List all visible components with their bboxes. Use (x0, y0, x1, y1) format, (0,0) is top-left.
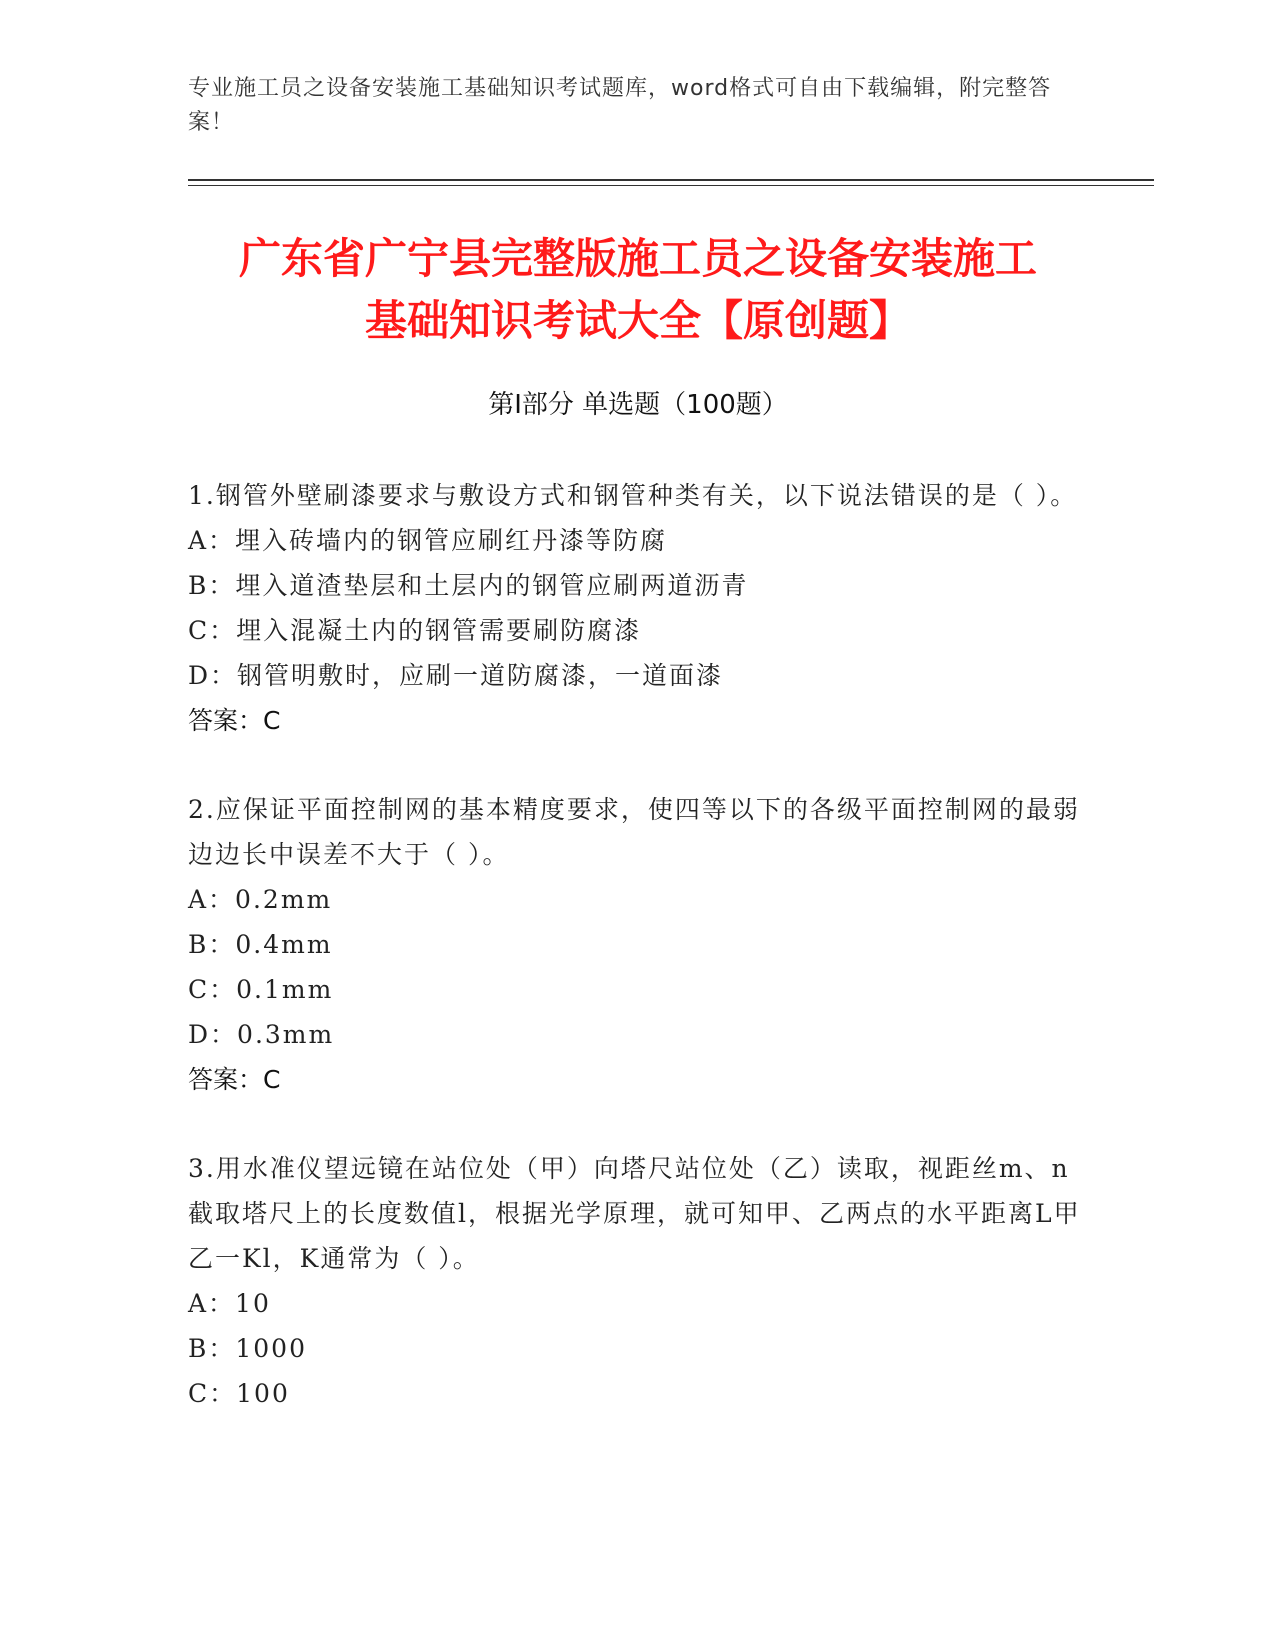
question-text: 1.钢管外壁刷漆要求与敷设方式和钢管种类有关，以下说法错误的是（ ）。 (188, 481, 1078, 510)
option-c: C：100 (188, 1379, 290, 1408)
question-1 (188, 473, 1088, 743)
header-note: 专业施工员之设备安装施工基础知识考试题库，word格式可自由下载编辑，附完整答案！ (188, 76, 1052, 135)
option-a: A：0.2mm (188, 885, 333, 914)
answer: 答案：C (188, 1065, 281, 1094)
answer: 答案：C (188, 706, 281, 735)
question-text: 2.应保证平面控制网的基本精度要求，使四等以下的各级平面控制网的最弱边边长中误差不大于（ ）。 (188, 795, 1080, 869)
option-b: B：0.4mm (188, 930, 333, 959)
header-rule-thin (188, 185, 1154, 186)
document-title (188, 228, 1088, 352)
option-c: C：0.1mm (188, 975, 334, 1004)
question-3 (188, 1146, 1088, 1416)
section-heading: 第Ⅰ部分 单选题（100题） (488, 390, 788, 420)
document-title-line-1: 广东省广宁县完整版施工员之设备安装施工 (238, 234, 1037, 283)
header-rule-thick (188, 179, 1154, 181)
option-b: B：1000 (188, 1334, 307, 1363)
option-d: D：钢管明敷时，应刷一道防腐漆，一道面漆 (188, 661, 724, 690)
option-c: C：埋入混凝土内的钢管需要刷防腐漆 (188, 616, 642, 645)
document-title-line-2: 基础知识考试大全【原创题】 (364, 296, 911, 345)
question-2 (188, 787, 1088, 1102)
option-d: D：0.3mm (188, 1020, 335, 1049)
option-a: A：10 (188, 1289, 271, 1318)
option-a: A：埋入砖墙内的钢管应刷红丹漆等防腐 (188, 526, 668, 555)
question-text: 3.用水准仪望远镜在站位处（甲）向塔尺站位处（乙）读取，视距丝m、n截取塔尺上的长度数值l，根据光学原理，就可知甲、乙两点的水平距离L甲乙一Kl，K通常为（ ）。 (188, 1154, 1081, 1273)
option-b: B：埋入道渣垫层和土层内的钢管应刷两道沥青 (188, 571, 749, 600)
question-list (188, 473, 1088, 1460)
